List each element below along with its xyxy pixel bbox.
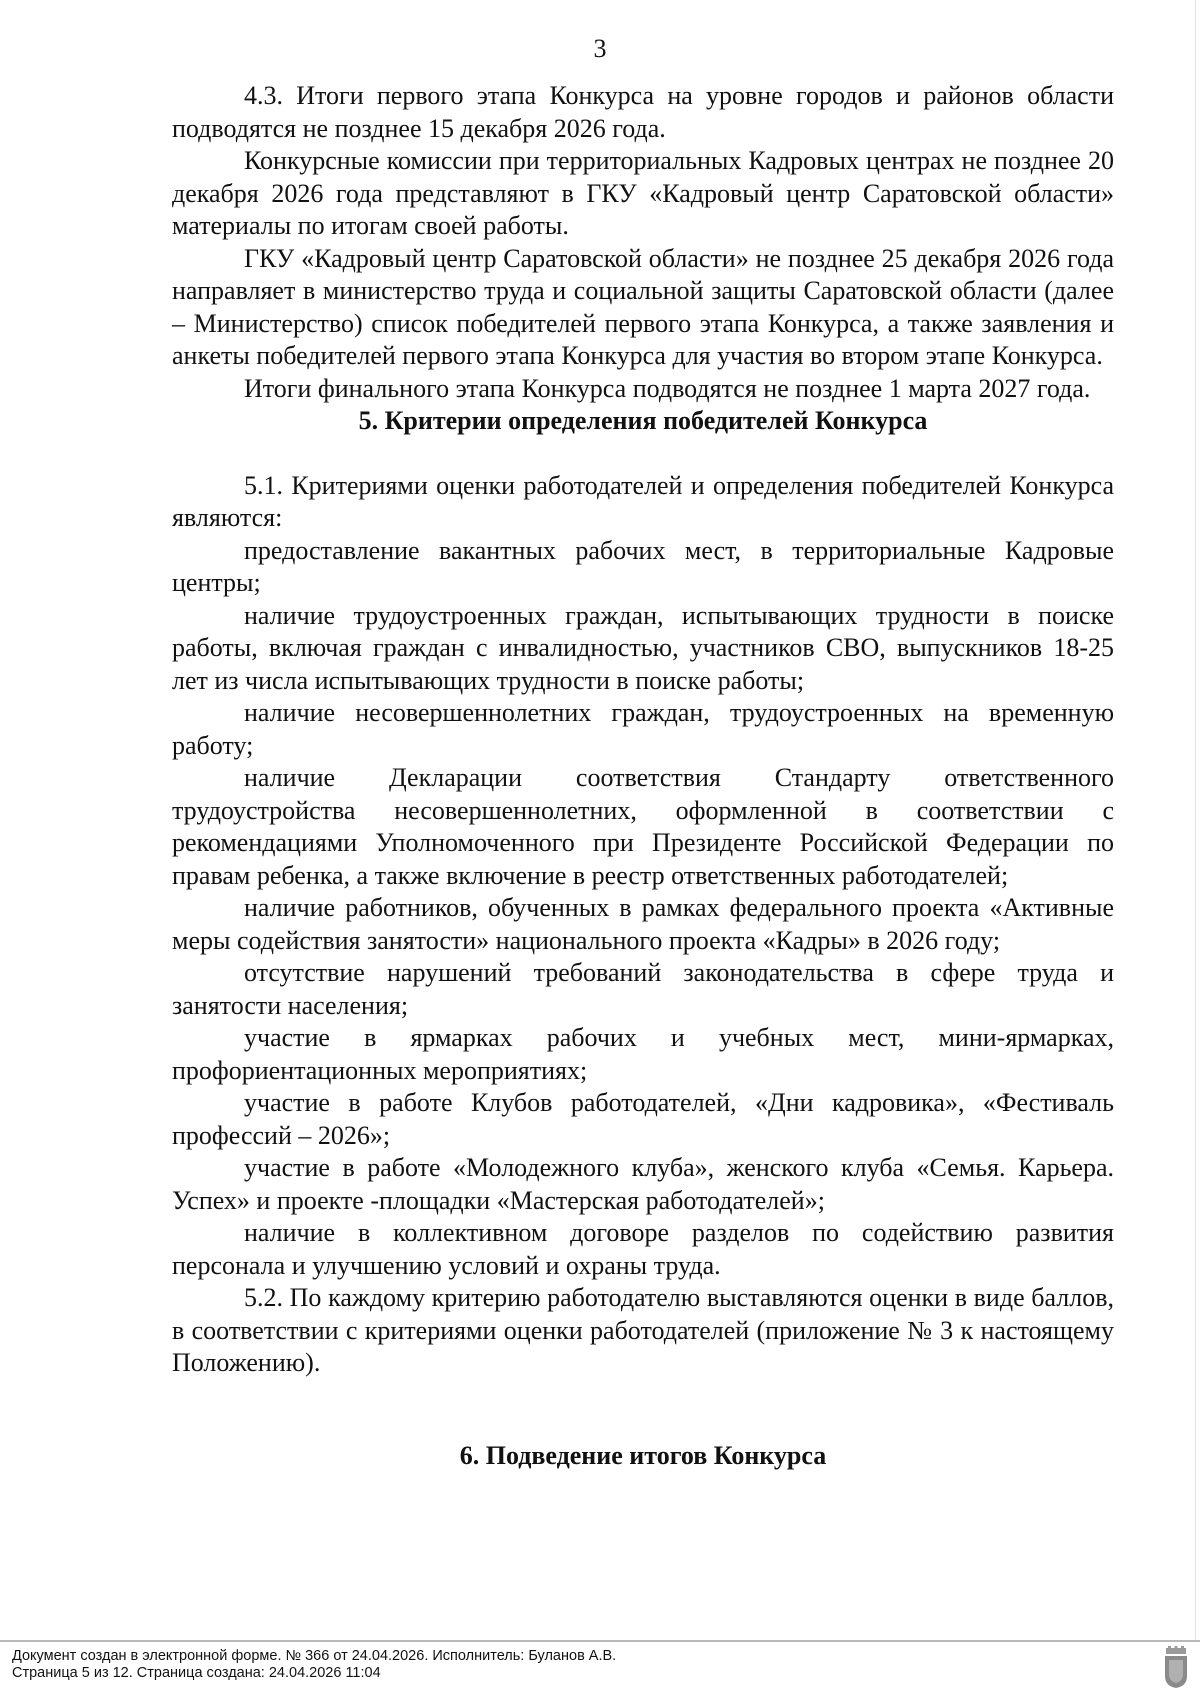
criterion-item: наличие в коллективном договоре разделов по содействию развития персонала и улучшению условий и охраны труда. [172,1218,1114,1280]
section-5-heading: 5. Критерии определения победителей Конкурса [358,406,928,435]
document-footer [12,1648,1112,1682]
coat-of-arms-icon [1163,1646,1189,1688]
criterion-item: предоставление вакантных рабочих мест, в территориальные Кадровые центры; [172,535,1114,597]
paragraph: 4.3. Итоги первого этапа Конкурса на уровне городов и районов области подводятся не позднее 15 декабря 2026 года. [172,81,1114,143]
criterion-item: наличие несовершеннолетних граждан, трудоустроенных на временную работу; [172,698,1114,760]
footer-line-2: Страница 5 из 12. Страница создана: 24.04.2026 11:04 [12,1665,381,1681]
paragraph: Конкурсные комиссии при территориальных Кадровых центрах не позднее 20 декабря 2026 года представляют в ГКУ «Кадровый центр Саратовской области» материалы по итогам своей работы. [172,146,1114,240]
footer-divider [0,1640,1200,1642]
paragraph: 5.2. По каждому критерию работодателю выставляются оценки в виде баллов, в соответствии с критериями оценки работодателей (приложение № 3 к настоящему Положению). [172,1283,1114,1377]
criterion-item: наличие трудоустроенных граждан, испытывающих трудности в поиске работы, включая граждан с инвалидностью, участников СВО, выпускников 18-25 лет из числа испытывающих трудности в поиске работы; [172,600,1114,695]
page-number: 3 [593,34,607,63]
criterion-item: участие в работе «Молодежного клуба», женского клуба «Семья. Карьера. Успех» и проекте -площадки «Мастерская работодателей»; [172,1153,1114,1215]
criterion-item: участие в работе Клубов работодателей, «Дни кадровика», «Фестиваль профессий – 2026»; [172,1088,1114,1150]
page-edge [1195,0,1196,1640]
document-body [172,80,1114,1472]
paragraph: 5.1. Критериями оценки работодателей и определения победителей Конкурса являются: [172,470,1114,532]
paragraph: Итоги финального этапа Конкурса подводятся не позднее 1 марта 2027 года. [244,373,1091,403]
footer-line-1: Документ создан в электронной форме. № 366 от 24.04.2026. Исполнитель: Буланов А.В. [12,1648,617,1664]
section-6-heading: 6. Подведение итогов Конкурса [459,1440,827,1470]
criterion-item: наличие работников, обученных в рамках федерального проекта «Активные меры содействия занятости» национального проекта «Кадры» в 2026 году; [172,893,1114,955]
criterion-item: отсутствие нарушений требований законодательства в сфере труда и занятости населения; [172,958,1114,1020]
paragraph: ГКУ «Кадровый центр Саратовской области» не позднее 25 декабря 2026 года направляет в министерство труда и социальной защиты Саратовской области (далее – Министерство) список победителей первого этапа Конкурса, а также заявления и анкеты победителей первого этапа Конкурса для участия во втором этапе Конкурса. [172,243,1114,370]
criterion-item: наличие Декларации соответствия Стандарту ответственного трудоустройства несовершеннолетних, оформленной в соответствии с рекомендациями Уполномоченного при Президенте Российской Федерации по правам ребенка, а также включение в реестр ответственных работодателей; [172,763,1114,890]
criterion-item: участие в ярмарках рабочих и учебных мест, мини-ярмарках, профориентационных мероприятиях; [172,1023,1114,1085]
